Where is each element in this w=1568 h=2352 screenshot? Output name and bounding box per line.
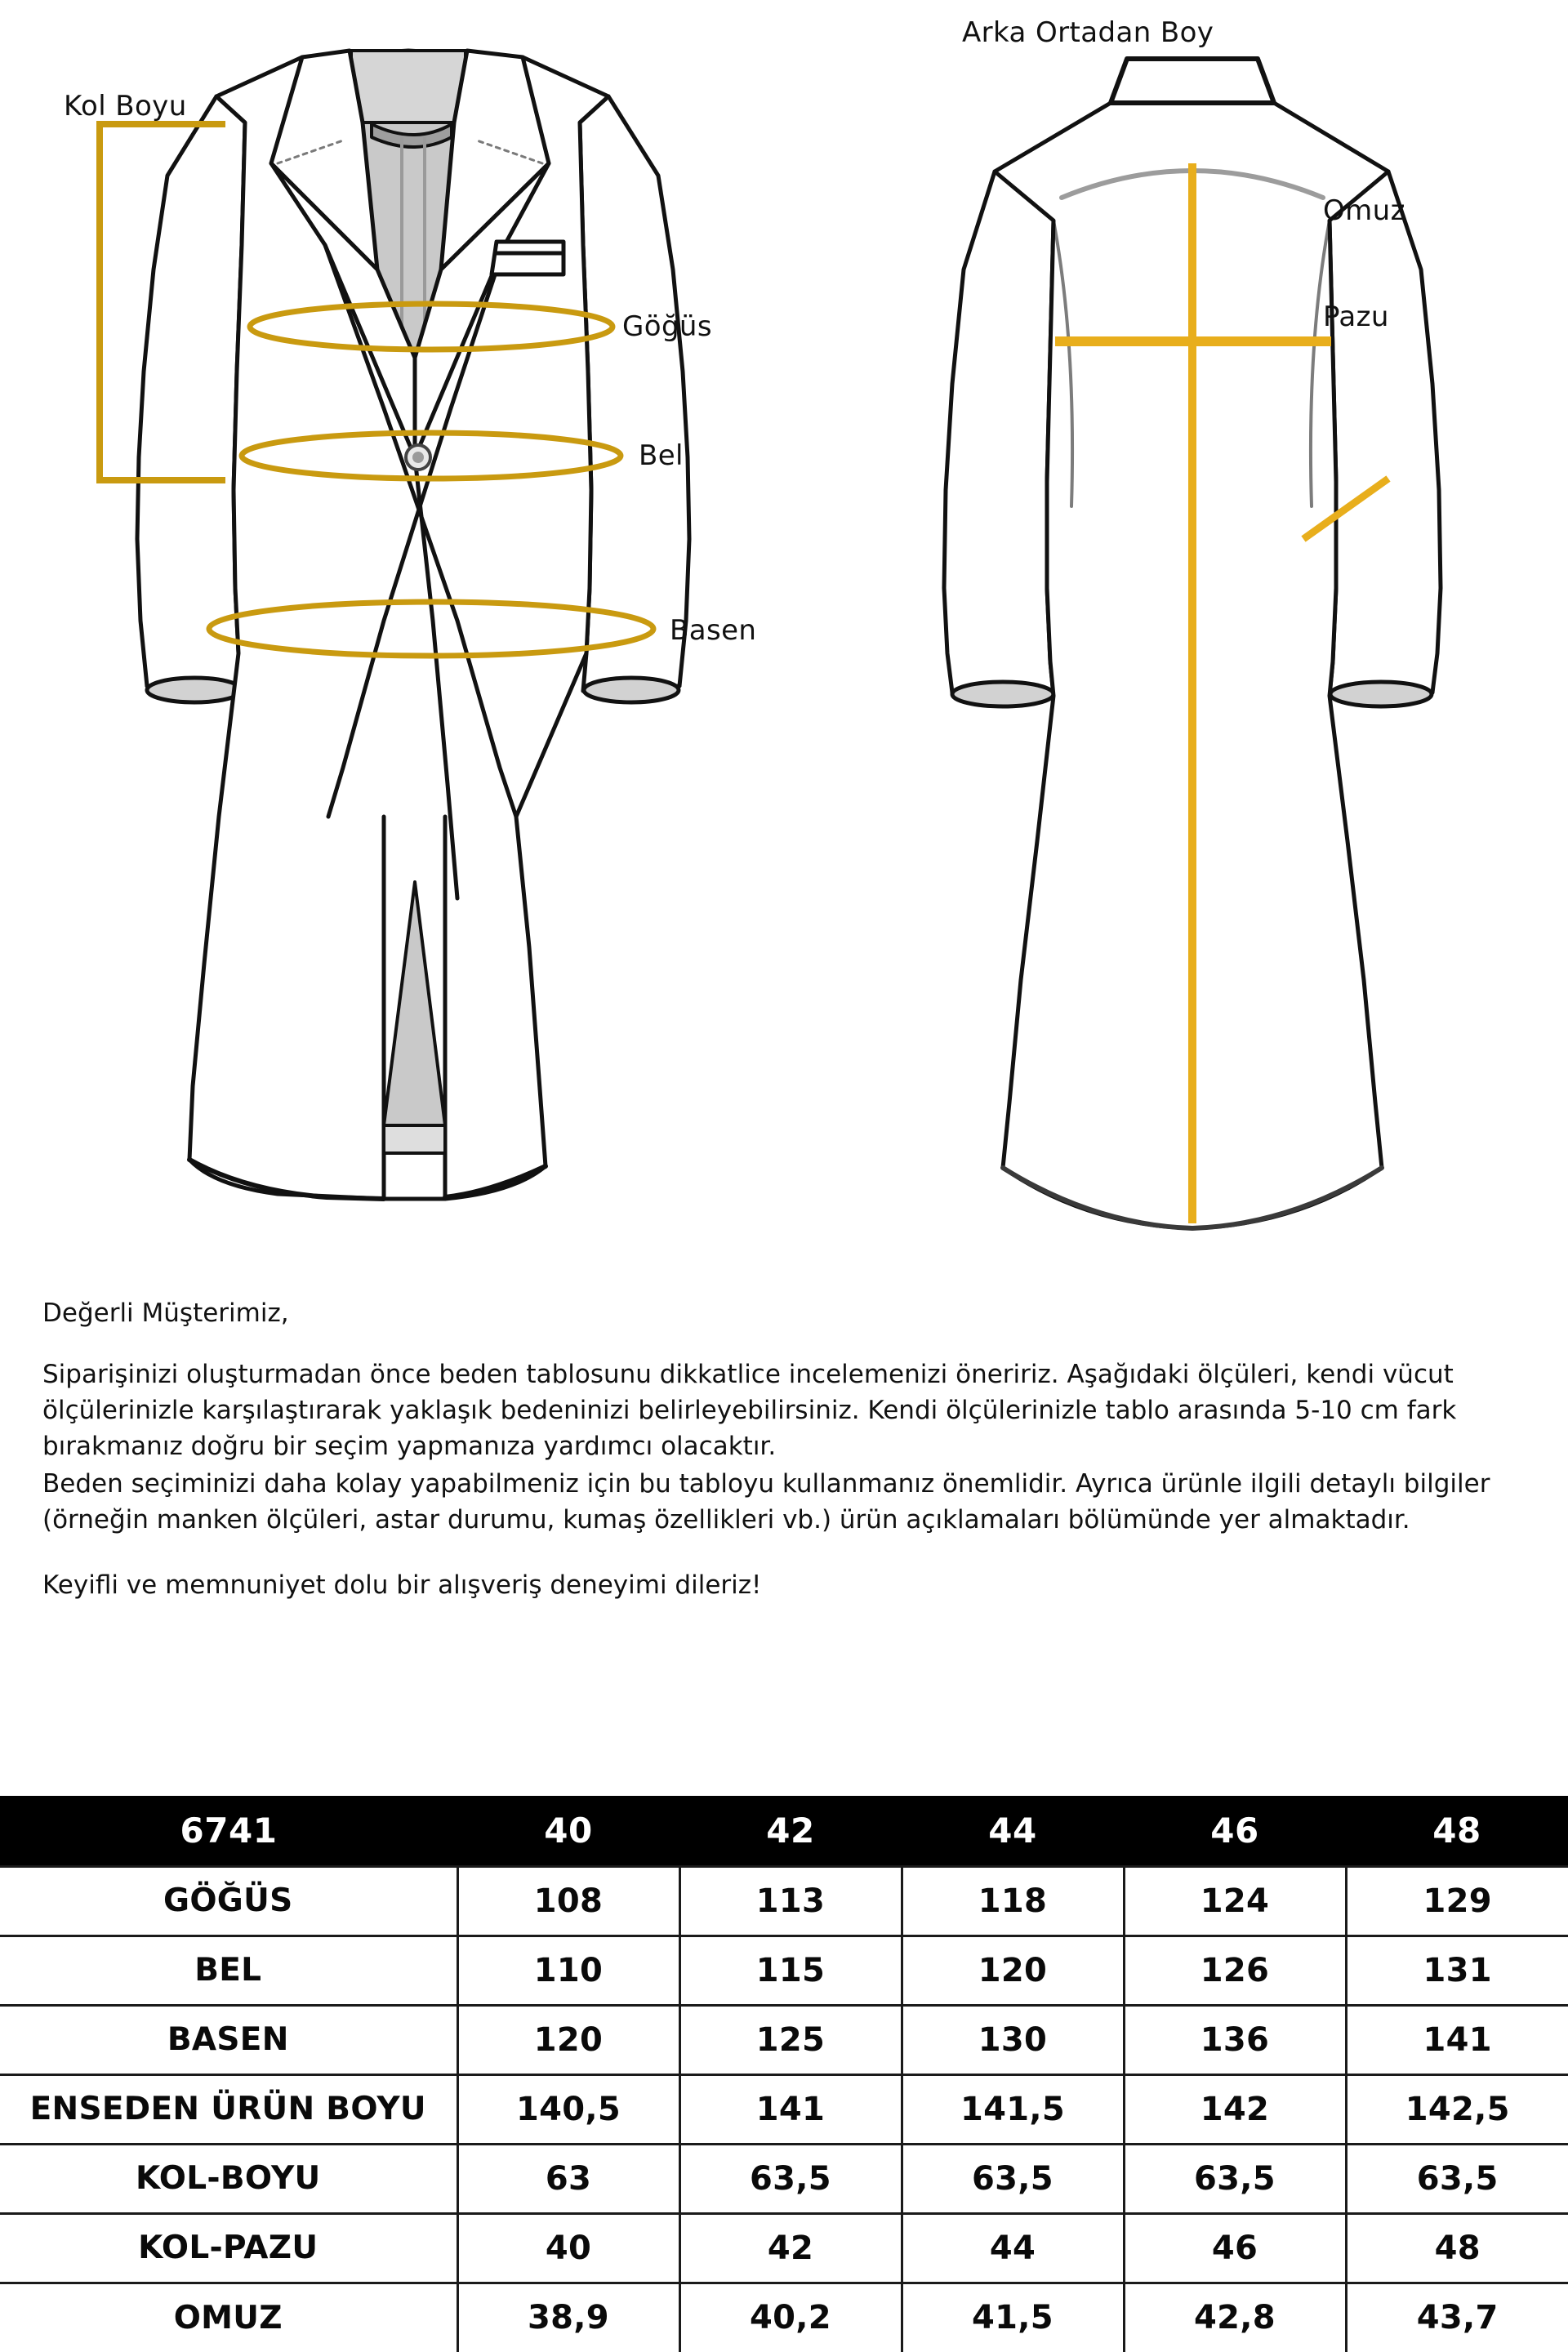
row-label: OMUZ: [0, 2283, 457, 2352]
row-cell: 141: [679, 2074, 902, 2144]
row-cell: 63,5: [1124, 2144, 1346, 2213]
table-row: [0, 2074, 1568, 2144]
notice-paragraph-2: Beden seçiminizi daha kolay yapabilmeniz için bu tabloyu kullanmanız önemlidir. Ayrıca ürünle ilgili detaylı bilgiler (örneğin manken ölçüleri, astar durumu, kumaş özellikleri vb.) ürün açıklamaları bölümünde yer almaktadır.: [42, 1469, 1490, 1535]
row-cell: 129: [1346, 1866, 1568, 1936]
row-cell: 40,2: [679, 2283, 902, 2352]
row-label: ENSEDEN ÜRÜN BOYU: [0, 2074, 457, 2144]
row-cell: 120: [457, 2005, 679, 2074]
notice-paragraph-1: Siparişinizi oluşturmadan önce beden tablosunu dikkatlice incelemenizi öneririz. Aşağıdaki ölçüleri, kendi vücut ölçülerinizle karşılaştırarak yaklaşık bedeninizi belirleyebilirsiniz. Kendi ölçülerinizle tablo arasında 5-10 cm fark bırakmanız doğru bir seçim yapmanıza yardımcı olacaktır.: [42, 1360, 1457, 1462]
size-table: [0, 1796, 1568, 2352]
table-row: [0, 2283, 1568, 2352]
row-cell: 115: [679, 1936, 902, 2005]
size-table-header-row: [0, 1796, 1568, 1866]
row-cell: 125: [679, 2005, 902, 2074]
row-cell: 41,5: [902, 2283, 1124, 2352]
row-cell: 141,5: [902, 2074, 1124, 2144]
back-view-illustration: [817, 0, 1568, 1298]
row-cell: 63: [457, 2144, 679, 2213]
size-table-header-48: 48: [1346, 1796, 1568, 1866]
row-label: GÖĞÜS: [0, 1866, 457, 1936]
row-cell: 44: [902, 2213, 1124, 2283]
row-cell: 130: [902, 2005, 1124, 2074]
row-cell: 43,7: [1346, 2283, 1568, 2352]
label-center-back-length: Arka Ortadan Boy: [962, 16, 1214, 49]
row-label: BASEN: [0, 2005, 457, 2074]
row-cell: 142: [1124, 2074, 1346, 2144]
row-cell: 108: [457, 1866, 679, 1936]
row-cell: 38,9: [457, 2283, 679, 2352]
row-cell: 141: [1346, 2005, 1568, 2074]
label-waist: Bel: [639, 439, 684, 472]
row-label: KOL-PAZU: [0, 2213, 457, 2283]
table-row: [0, 2213, 1568, 2283]
row-cell: 63,5: [1346, 2144, 1568, 2213]
notice-greeting: Değerli Müşterimiz,: [42, 1298, 289, 1328]
size-table-header-44: 44: [902, 1796, 1124, 1866]
label-sleeve-length: Kol Boyu: [64, 90, 187, 122]
size-table-header-46: 46: [1124, 1796, 1346, 1866]
notice-closing: Keyifli ve memnuniyet dolu bir alışveriş deneyimi dileriz!: [42, 1570, 762, 1601]
row-cell: 113: [679, 1866, 902, 1936]
row-cell: 42: [679, 2213, 902, 2283]
row-cell: 63,5: [902, 2144, 1124, 2213]
label-shoulder: Omuz: [1323, 194, 1405, 227]
table-row: [0, 2144, 1568, 2213]
size-table-header-42: 42: [679, 1796, 902, 1866]
label-chest: Göğüs: [622, 310, 712, 343]
row-cell: 140,5: [457, 2074, 679, 2144]
front-view-illustration: [0, 0, 833, 1298]
customer-notice: [0, 1298, 1568, 1600]
row-cell: 46: [1124, 2213, 1346, 2283]
table-row: [0, 2005, 1568, 2074]
label-hip: Basen: [670, 614, 757, 647]
row-cell: 142,5: [1346, 2074, 1568, 2144]
row-cell: 40: [457, 2213, 679, 2283]
size-table-header-model: 6741: [0, 1796, 457, 1866]
row-label: KOL-BOYU: [0, 2144, 457, 2213]
row-label: BEL: [0, 1936, 457, 2005]
row-cell: 136: [1124, 2005, 1346, 2074]
label-bicep: Pazu: [1323, 301, 1389, 333]
row-cell: 131: [1346, 1936, 1568, 2005]
row-cell: 42,8: [1124, 2283, 1346, 2352]
row-cell: 48: [1346, 2213, 1568, 2283]
table-row: [0, 1936, 1568, 2005]
row-cell: 110: [457, 1936, 679, 2005]
table-row: [0, 1866, 1568, 1936]
row-cell: 120: [902, 1936, 1124, 2005]
row-cell: 126: [1124, 1936, 1346, 2005]
size-table-header-40: 40: [457, 1796, 679, 1866]
row-cell: 118: [902, 1866, 1124, 1936]
row-cell: 124: [1124, 1866, 1346, 1936]
row-cell: 63,5: [679, 2144, 902, 2213]
